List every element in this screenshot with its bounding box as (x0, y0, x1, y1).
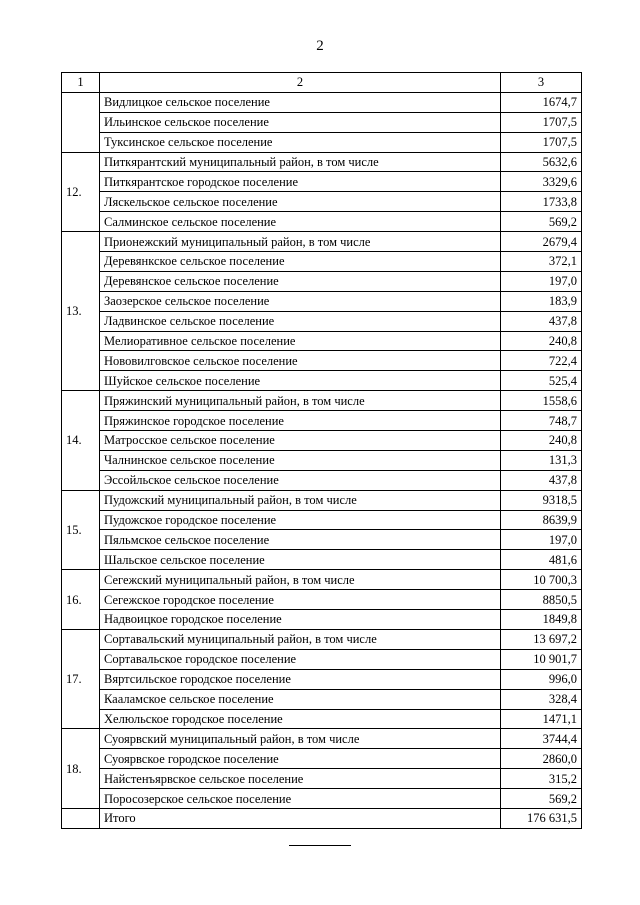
row-number (62, 808, 100, 828)
table-row (62, 490, 582, 510)
table-row (62, 510, 582, 530)
table-row (62, 570, 582, 590)
settlement-name: Хелюльское городское поселение (100, 709, 501, 729)
table-row (62, 749, 582, 769)
column-header-2: 2 (100, 73, 501, 93)
settlement-name: Пудожский муниципальный район, в том числе (100, 490, 501, 510)
settlement-name: Деревянкское сельское поселение (100, 252, 501, 272)
amount-value: 197,0 (501, 530, 582, 550)
table-row (62, 610, 582, 630)
table-row (62, 649, 582, 669)
table-row (62, 351, 582, 371)
table-row (62, 669, 582, 689)
table-row (62, 172, 582, 192)
settlement-name: Салминское сельское поселение (100, 212, 501, 232)
table-header-row (62, 73, 582, 93)
table-row (62, 232, 582, 252)
table-row (62, 311, 582, 331)
amount-value: 481,6 (501, 550, 582, 570)
amount-value: 437,8 (501, 311, 582, 331)
amount-value: 13 697,2 (501, 629, 582, 649)
settlement-name: Шуйское сельское поселение (100, 371, 501, 391)
table-row (62, 112, 582, 132)
amount-value: 9318,5 (501, 490, 582, 510)
amount-value: 437,8 (501, 470, 582, 490)
amount-value: 1674,7 (501, 92, 582, 112)
settlement-name: Сортавальский муниципальный район, в том числе (100, 629, 501, 649)
settlement-name: Сегежский муниципальный район, в том числе (100, 570, 501, 590)
settlement-name: Прионежский муниципальный район, в том числе (100, 232, 501, 252)
amount-value: 315,2 (501, 769, 582, 789)
table-row (62, 92, 582, 112)
settlement-name: Матросское сельское поселение (100, 431, 501, 451)
table-row (62, 271, 582, 291)
table-row (62, 252, 582, 272)
amount-value: 1471,1 (501, 709, 582, 729)
table-row (62, 729, 582, 749)
settlement-name: Пряжинский муниципальный район, в том числе (100, 391, 501, 411)
settlement-name: Кааламское сельское поселение (100, 689, 501, 709)
row-number: 12. (62, 152, 100, 232)
amount-value: 5632,6 (501, 152, 582, 172)
table-row (62, 550, 582, 570)
column-header-3: 3 (501, 73, 582, 93)
amount-value: 3329,6 (501, 172, 582, 192)
amount-value: 131,3 (501, 450, 582, 470)
settlement-name: Мелиоративное сельское поселение (100, 331, 501, 351)
settlement-name: Пудожское городское поселение (100, 510, 501, 530)
settlement-name: Пяльмское сельское поселение (100, 530, 501, 550)
amount-value: 8850,5 (501, 590, 582, 610)
table-row (62, 431, 582, 451)
table-row (62, 212, 582, 232)
table-row (62, 709, 582, 729)
row-number: 13. (62, 232, 100, 391)
table-row (62, 391, 582, 411)
settlement-name: Видлицкое сельское поселение (100, 92, 501, 112)
amount-value: 1707,5 (501, 112, 582, 132)
amount-value: 197,0 (501, 271, 582, 291)
table-row (62, 132, 582, 152)
table-row (62, 689, 582, 709)
settlement-name: Вяртсильское городское поселение (100, 669, 501, 689)
amount-value: 1558,6 (501, 391, 582, 411)
amount-value: 569,2 (501, 212, 582, 232)
settlement-name: Деревянское сельское поселение (100, 271, 501, 291)
settlement-name: Найстенъярвское сельское поселение (100, 769, 501, 789)
amount-value: 176 631,5 (501, 808, 582, 828)
settlement-name: Эссойльское сельское поселение (100, 470, 501, 490)
settlement-name: Туксинское сельское поселение (100, 132, 501, 152)
page-number: 2 (316, 38, 324, 54)
table-row (62, 789, 582, 809)
amount-value: 10 700,3 (501, 570, 582, 590)
footer-divider (289, 845, 351, 846)
settlement-name: Суоярвский муниципальный район, в том числе (100, 729, 501, 749)
table-row (62, 192, 582, 212)
row-number: 15. (62, 490, 100, 570)
amount-value: 1733,8 (501, 192, 582, 212)
row-number: 18. (62, 729, 100, 809)
row-number (62, 92, 100, 152)
amount-value: 569,2 (501, 789, 582, 809)
table-row (62, 530, 582, 550)
amount-value: 1849,8 (501, 610, 582, 630)
amount-value: 722,4 (501, 351, 582, 371)
budget-table (61, 72, 582, 829)
amount-value: 240,8 (501, 331, 582, 351)
table-row (62, 331, 582, 351)
settlement-name: Ляскельское сельское поселение (100, 192, 501, 212)
table-row (62, 590, 582, 610)
amount-value: 1707,5 (501, 132, 582, 152)
amount-value: 240,8 (501, 431, 582, 451)
settlement-name: Заозерское сельское поселение (100, 291, 501, 311)
amount-value: 2679,4 (501, 232, 582, 252)
row-number: 17. (62, 629, 100, 728)
row-number: 16. (62, 570, 100, 630)
table-row (62, 411, 582, 431)
settlement-name: Суоярвское городское поселение (100, 749, 501, 769)
settlement-name: Поросозерское сельское поселение (100, 789, 501, 809)
settlement-name: Ильинское сельское поселение (100, 112, 501, 132)
table-row (62, 808, 582, 828)
amount-value: 996,0 (501, 669, 582, 689)
amount-value: 183,9 (501, 291, 582, 311)
settlement-name: Надвоицкое городское поселение (100, 610, 501, 630)
row-number: 14. (62, 391, 100, 490)
amount-value: 2860,0 (501, 749, 582, 769)
settlement-name: Питкярантское городское поселение (100, 172, 501, 192)
table-row (62, 769, 582, 789)
settlement-name: Сортавальское городское поселение (100, 649, 501, 669)
amount-value: 10 901,7 (501, 649, 582, 669)
amount-value: 525,4 (501, 371, 582, 391)
amount-value: 372,1 (501, 252, 582, 272)
table-row (62, 450, 582, 470)
column-header-1: 1 (62, 73, 100, 93)
settlement-name: Нововилговское сельское поселение (100, 351, 501, 371)
amount-value: 748,7 (501, 411, 582, 431)
amount-value: 8639,9 (501, 510, 582, 530)
settlement-name: Шальское сельское поселение (100, 550, 501, 570)
amount-value: 328,4 (501, 689, 582, 709)
table-row (62, 152, 582, 172)
table-row (62, 629, 582, 649)
table-body (62, 92, 582, 828)
settlement-name: Пряжинское городское поселение (100, 411, 501, 431)
table-row (62, 291, 582, 311)
settlement-name: Питкярантский муниципальный район, в том числе (100, 152, 501, 172)
settlement-name: Чалнинское сельское поселение (100, 450, 501, 470)
settlement-name: Ладвинское сельское поселение (100, 311, 501, 331)
table-row (62, 371, 582, 391)
settlement-name: Сегежское городское поселение (100, 590, 501, 610)
amount-value: 3744,4 (501, 729, 582, 749)
table-row (62, 470, 582, 490)
settlement-name: Итого (100, 808, 501, 828)
